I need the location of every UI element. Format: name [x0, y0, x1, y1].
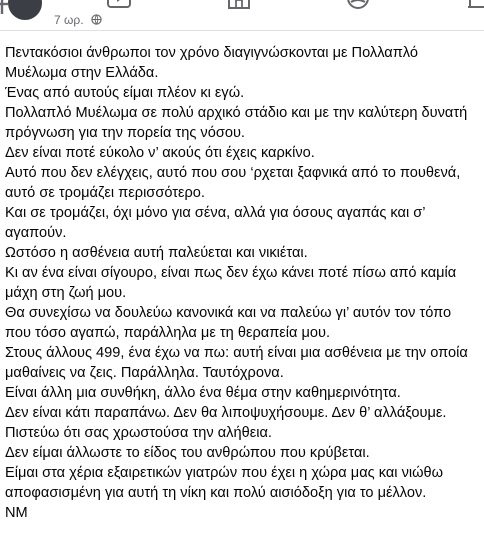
post-paragraph: Πεντακόσιοι άνθρωποι τον χρόνο διαγιγνώσκονται με Πολλαπλό Μυέλωμα στην Ελλάδα.	[5, 45, 423, 81]
post-timestamp[interactable]: 7 ωρ.	[54, 13, 84, 27]
post-paragraph: Ένας από αυτούς είμαι πλέον κι εγώ.	[5, 85, 245, 101]
post-paragraph: Στους άλλους 499, ένα έχω να πω: αυτή είναι μια ασθένεια με την οποία μαθαίνεις να ζεις. Παράλληλα. Ταυτόχρονα.	[5, 345, 472, 381]
post-paragraph: Πολλαπλό Μυέλωμα σε πολύ αρχικό στάδιο και με την καλύτερη δυνατή πρόγνωση για την πορεία της νόσου.	[5, 105, 472, 141]
post-paragraph: Κι αν ένα είναι σίγουρο, είναι πως δεν έχω κάνει ποτέ πίσω από καμία μάχη στη ζωή μου.	[5, 265, 461, 301]
marketplace-icon[interactable]	[226, 0, 252, 14]
post-meta	[54, 13, 102, 27]
post-paragraph: Είμαι στα χέρια εξαιρετικών γιατρών που έχει η χώρα μας και νιώθω αποφασισμένη για αυτή τη νίκη και πολύ αισιόδοξη για το μέλλον.	[5, 465, 448, 501]
watch-icon[interactable]	[106, 0, 132, 14]
top-navigation-bar	[0, 0, 484, 31]
post-paragraph: Αυτό που δεν ελέγχεις, αυτό που σου ‘ρχεται ξαφνικά από το πουθενά, αυτό σε τρομάζει περισσότερο.	[5, 165, 465, 201]
gaming-icon[interactable]	[464, 0, 484, 14]
post-paragraph: Δεν είναι κάτι παραπάνω. Δεν θα λιποψυχήσουμε. Δεν θ’ αλλάξουμε.	[5, 405, 447, 421]
post-paragraph: Και σε τρομάζει, όχι μόνο για σένα, αλλά για όσους αγαπάς και σ’ αγαπούν.	[5, 205, 430, 241]
post-paragraph: Είναι άλλη μια συνθήκη, άλλο ένα θέμα στην καθημερινότητα.	[5, 385, 401, 401]
post-signature: ΝΜ	[5, 505, 28, 521]
groups-icon[interactable]	[345, 0, 371, 14]
avatar[interactable]	[8, 0, 42, 20]
post-body	[5, 43, 481, 523]
post-paragraph: Δεν είμαι άλλωστε το είδος του ανθρώπου που κρύβεται.	[5, 445, 370, 461]
post-paragraph: Ωστόσο η ασθένεια αυτή παλεύεται και νικιέται.	[5, 245, 308, 261]
globe-icon	[91, 14, 102, 25]
post-paragraph: Πιστεύω ότι σας χρωστούσα την αλήθεια.	[5, 425, 272, 441]
post-paragraph: Δεν είναι ποτέ εύκολο ν’ ακούς ότι έχεις καρκίνο.	[5, 145, 315, 161]
post-paragraph: Θα συνεχίσω να δουλεύω κανονικά και να παλεύω γι’ αυτόν τον τόπο που τόσο αγαπώ, παράλληλα με τη θεραπεία μου.	[5, 305, 456, 341]
